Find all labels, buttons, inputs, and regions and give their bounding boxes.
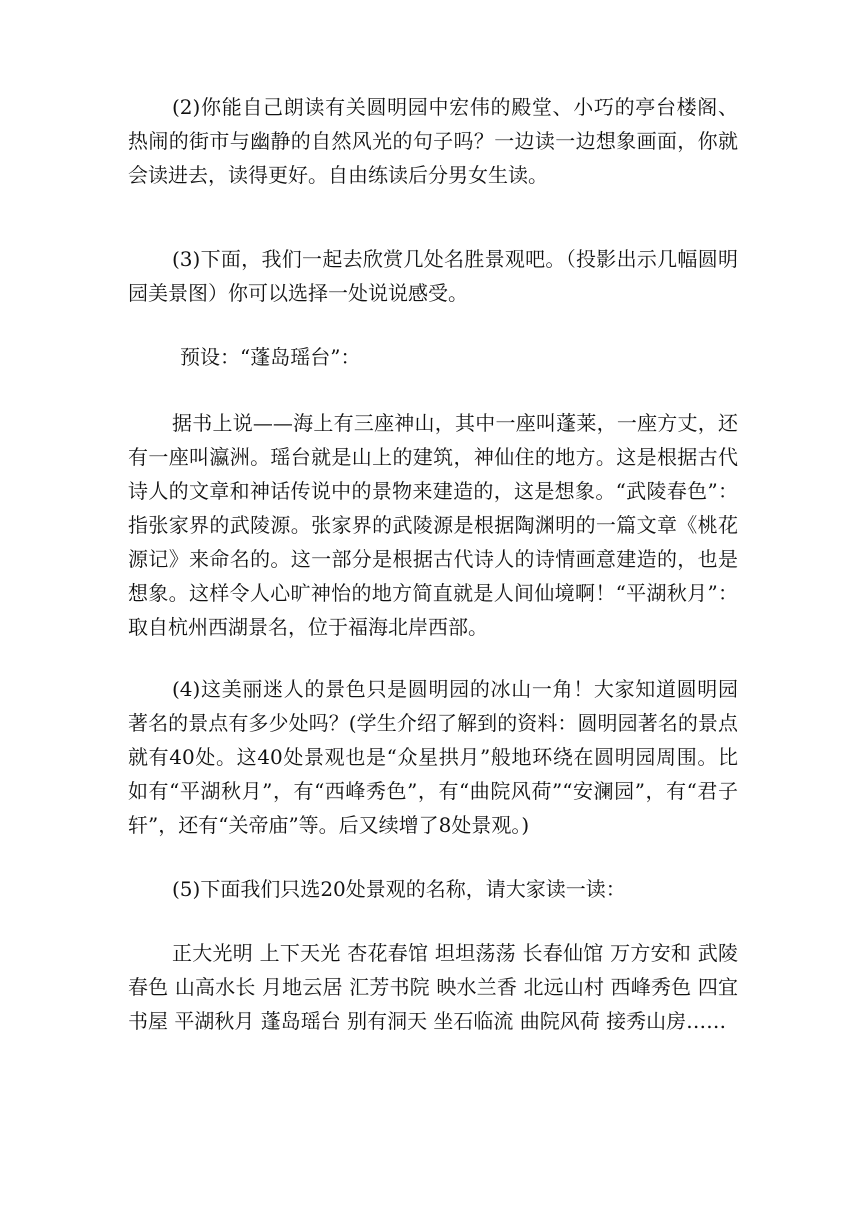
paragraph-view-names: 正大光明 上下天光 杏花春馆 坦坦荡荡 长春仙馆 万方安和 武陵春色 山高水长 月地云居 汇芳书院 映水兰香 北远山村 西峰秀色 四宜书屋 平湖秋月 蓬岛瑶台 别有洞天 坐石临流 曲院风荷 接秀山房……	[128, 941, 738, 1033]
paragraph-famous-spots: (4)这美丽迷人的景色只是圆明园的冰山一角！大家知道圆明园著名的景点有多少处吗？(学生介绍了解到的资料：圆明园著名的景点就有40处。这40处景观也是“众星拱月”般地环绕在圆明园周围。比如有“平湖秋月”，有“西峰秀色”，有“曲院风荷”“安澜园”，有“君子轩”，还有“关帝庙”等。后又续增了8处景观。)	[128, 677, 738, 837]
paragraph-reading-aloud: (2)你能自己朗读有关圆明园中宏伟的殿堂、小巧的亭台楼阁、热闹的街市与幽静的自然风光的句子吗？一边读一边想象画面，你就会读进去，读得更好。自由练读后分男女生读。	[128, 95, 738, 187]
paragraph-penglai-description: 据书上说——海上有三座神山，其中一座叫蓬莱，一座方丈，还有一座叫瀛洲。瑶台就是山上的建筑，神仙住的地方。这是根据古代诗人的文章和神话传说中的景物来建造的，这是想象。“武陵春色”：指张家界的武陵源。张家界的武陵源是根据陶渊明的一篇文章《桃花源记》来命名的。这一部分是根据古代诗人的诗情画意建造的，也是想象。这样令人心旷神怡的地方简直就是人间仙境啊！“平湖秋月”：取自杭州西湖景名，位于福海北岸西部。	[128, 411, 738, 639]
paragraph-scenic-views: (3)下面，我们一起去欣赏几处名胜景观吧。（投影出示几幅圆明园美景图）你可以选择一处说说感受。	[128, 247, 738, 305]
paragraph-preset-heading: 预设：“蓬岛瑶台”：	[180, 345, 361, 369]
paragraph-twenty-views: (5)下面我们只选20处景观的名称，请大家读一读：	[172, 877, 626, 901]
